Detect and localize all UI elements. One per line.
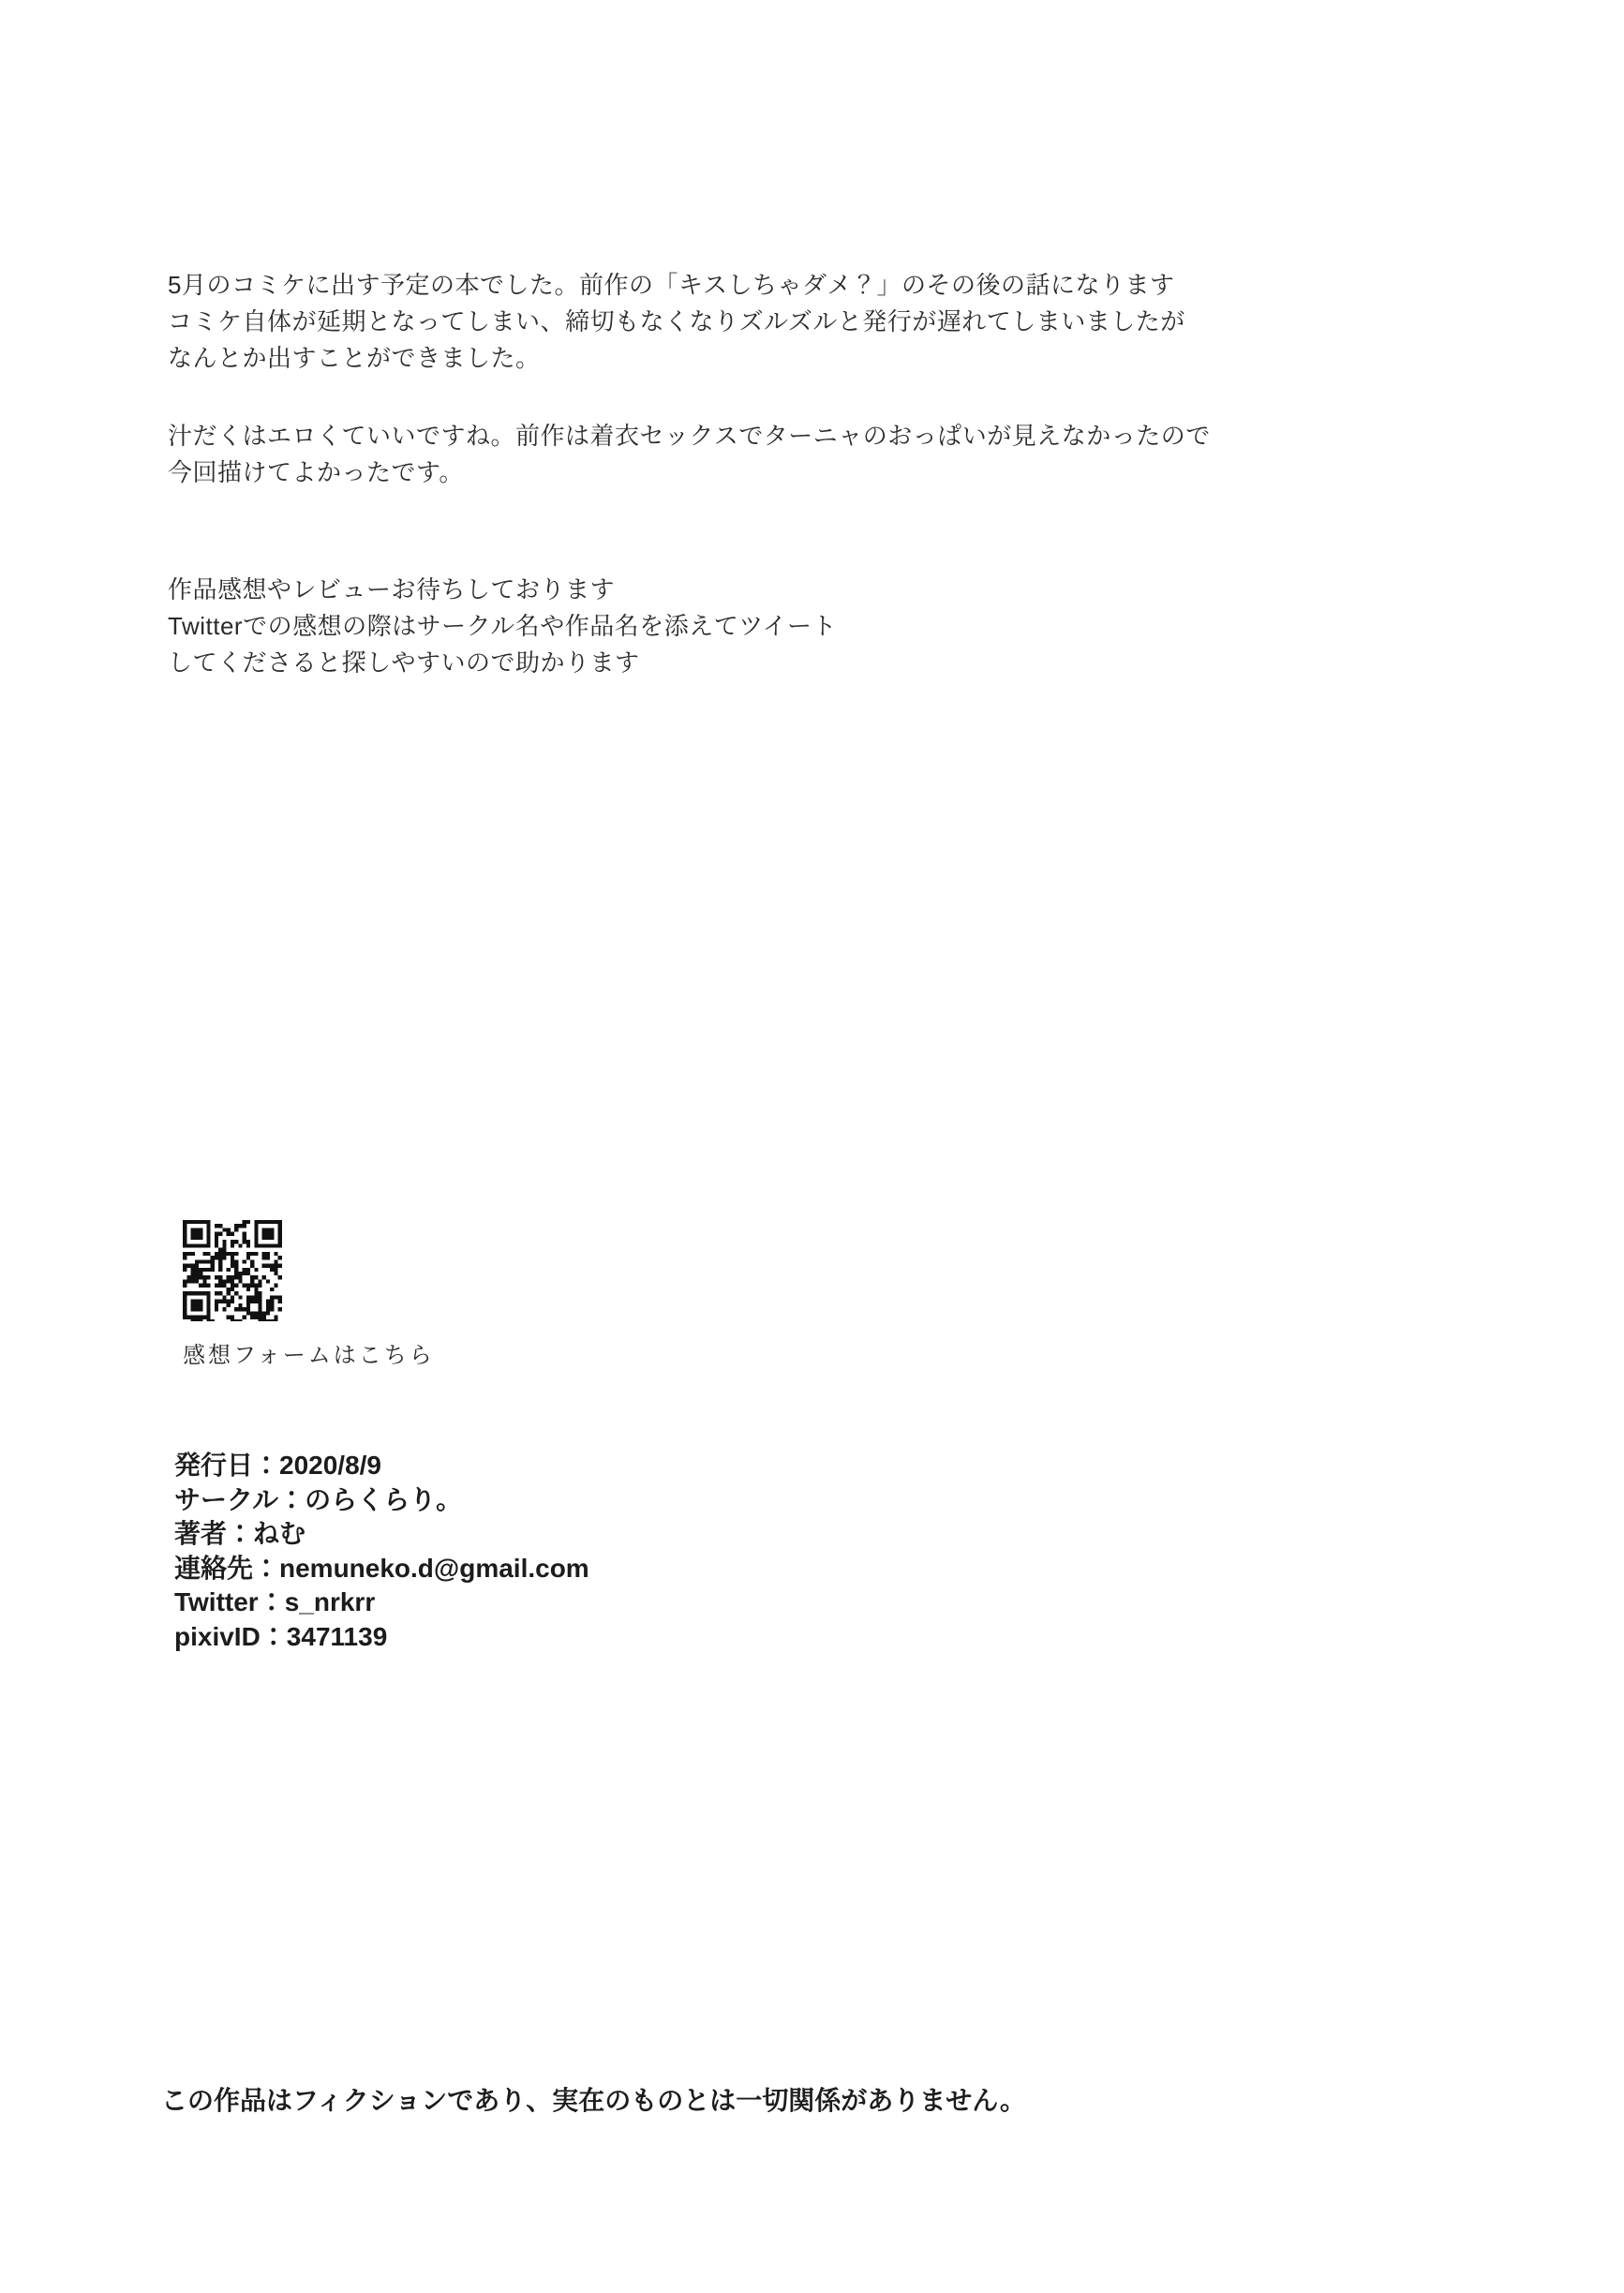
qr-caption: 感想フォームはこちら [183,1343,435,1368]
afterword-line: してくださると探しやすいので助かります [168,648,640,677]
afterword-line: 今回描けてよかったです。 [168,458,464,486]
afterword-paragraph-3 [168,572,837,681]
colophon-line: pixivID：3471139 [174,1621,388,1651]
afterword-line: 5月のコミケに出す予定の本でした。前作の「キスしちゃダメ？」のその後の話になります [168,271,1175,299]
colophon-line: サークル：のらくらり。 [174,1484,463,1514]
colophon-line: 著者：ねむ [174,1519,306,1549]
afterword-line: コミケ自体が延期となってしまい、締切もなくなりズルズルと発行が遅れてしまいましたが [168,307,1185,335]
afterword-line: Twitterでの感想の際はサークル名や作品名を添えてツイート [168,612,837,640]
disclaimer-text: この作品はフィクションであり、実在のものとは一切関係がありません。 [161,2086,1026,2115]
afterword-line: なんとか出すことができました。 [168,344,541,372]
colophon [174,1449,589,1655]
colophon-line: 発行日：2020/8/9 [174,1451,381,1480]
colophon-line: 連絡先：nemuneko.d@gmail.com [174,1553,589,1583]
qr-code-icon [183,1220,282,1323]
colophon-line: Twitter：s_nrkrr [174,1587,376,1617]
afterword-line: 汁だくはエロくていいですね。前作は着衣セックスでターニャのおっぱいが見えなかったので [168,422,1211,450]
afterword-paragraph-1 [168,267,1185,377]
afterword-paragraph-2 [168,418,1211,491]
afterword-line: 作品感想やレビューお待ちしております [168,575,616,603]
